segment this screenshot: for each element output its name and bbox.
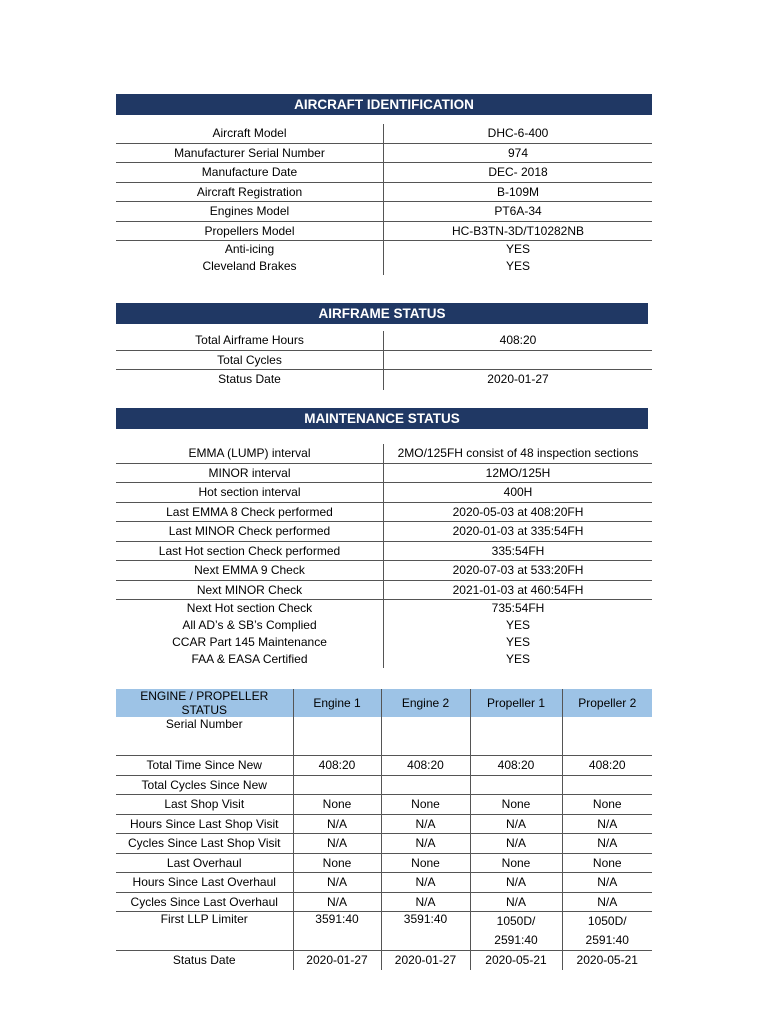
airframe-status-table <box>116 331 652 390</box>
aircraft-identification-title: AIRCRAFT IDENTIFICATION <box>116 94 652 115</box>
table-row <box>116 542 652 562</box>
row-label: Last Hot section Check performed <box>116 542 384 561</box>
row-label: Total Time Since New <box>116 756 293 776</box>
row-label: Aircraft Model <box>116 124 384 143</box>
table-row <box>116 834 652 854</box>
cell: N/A <box>562 834 652 854</box>
cell <box>293 775 381 795</box>
row-label: First LLP Limiter <box>116 912 293 951</box>
aircraft-identification-table <box>116 124 652 275</box>
row-label: Cleveland Brakes <box>116 258 384 275</box>
engine-propeller-status-table <box>116 689 652 970</box>
cell: None <box>470 853 562 873</box>
row-value: YES <box>505 618 530 632</box>
row-value: 2020-01-03 at 335:54FH <box>452 524 584 538</box>
cell: None <box>381 853 470 873</box>
row-value: 2021-01-03 at 460:54FH <box>452 582 584 597</box>
row-label: Total Cycles Since New <box>116 775 293 795</box>
row-label: Hours Since Last Overhaul <box>116 873 293 893</box>
table-row <box>116 617 652 634</box>
row-label: Engines Model <box>116 202 384 221</box>
row-value: 400H <box>503 485 533 499</box>
row-value: B-109M <box>496 184 540 199</box>
cell: 408:20 <box>470 756 562 776</box>
row-value: PT6A-34 <box>494 204 542 218</box>
table-row <box>116 444 652 464</box>
cell: N/A <box>381 892 470 912</box>
row-label: Cycles Since Last Overhaul <box>116 892 293 912</box>
cell <box>562 717 652 756</box>
table-row <box>116 853 652 873</box>
row-value: 335:54FH <box>491 543 545 558</box>
airframe-status-title: AIRFRAME STATUS <box>116 303 648 324</box>
cell: N/A <box>381 814 470 834</box>
row-value: 2020-01-27 <box>487 372 549 386</box>
column-header: Engine 2 <box>381 689 470 717</box>
row-label: Last Shop Visit <box>116 795 293 815</box>
cell: None <box>293 795 381 815</box>
cell <box>293 717 381 756</box>
row-label: Manufacturer Serial Number <box>116 144 384 163</box>
column-header: ENGINE / PROPELLER STATUS <box>116 689 293 717</box>
column-header: Engine 1 <box>293 689 381 717</box>
cell: N/A <box>293 873 381 893</box>
cell: N/A <box>381 834 470 854</box>
row-label: Hours Since Last Shop Visit <box>116 814 293 834</box>
column-header: Propeller 2 <box>562 689 652 717</box>
cell: N/A <box>562 892 652 912</box>
cell: None <box>470 795 562 815</box>
table-row <box>116 717 652 756</box>
table-row <box>116 651 652 668</box>
cell <box>381 775 470 795</box>
row-value: 2020-07-03 at 533:20FH <box>452 563 584 577</box>
row-label: Last MINOR Check performed <box>116 522 384 541</box>
row-label: Propellers Model <box>116 222 384 241</box>
row-label: CCAR Part 145 Maintenance <box>116 634 384 651</box>
cell: 2020-05-21 <box>470 951 562 970</box>
row-value: 2020-05-03 at 408:20FH <box>452 504 584 519</box>
cell: None <box>562 853 652 873</box>
table-row <box>116 222 652 242</box>
cell: 1050D/ 2591:40 <box>470 912 562 951</box>
row-value: 408:20 <box>499 333 537 347</box>
cell: N/A <box>562 873 652 893</box>
cell: 408:20 <box>562 756 652 776</box>
table-row <box>116 124 652 144</box>
table-header-row <box>116 689 652 717</box>
table-row <box>116 756 652 776</box>
table-row <box>116 775 652 795</box>
cell <box>470 717 562 756</box>
row-label: Next MINOR Check <box>116 581 384 600</box>
maintenance-status-table <box>116 444 652 668</box>
row-label: Hot section interval <box>116 483 384 502</box>
row-value: YES <box>505 259 530 273</box>
row-label: Manufacture Date <box>116 163 384 182</box>
table-row <box>116 814 652 834</box>
table-row <box>116 561 652 581</box>
cell: N/A <box>470 814 562 834</box>
cell: N/A <box>293 834 381 854</box>
row-label: Cycles Since Last Shop Visit <box>116 834 293 854</box>
table-row <box>116 258 652 275</box>
cell: N/A <box>562 814 652 834</box>
table-row <box>116 912 652 951</box>
table-row <box>116 522 652 542</box>
table-row <box>116 331 652 351</box>
maintenance-status-title: MAINTENANCE STATUS <box>116 408 648 429</box>
row-value: YES <box>505 242 530 256</box>
cell: 2020-01-27 <box>381 951 470 970</box>
row-label: Total Airframe Hours <box>116 331 384 350</box>
row-label: EMMA (LUMP) interval <box>116 444 384 463</box>
table-row <box>116 581 652 601</box>
row-label: Status Date <box>116 370 384 390</box>
table-row <box>116 503 652 523</box>
row-label: Serial Number <box>116 717 293 756</box>
row-value: HC-B3TN-3D/T10282NB <box>451 223 585 238</box>
row-value: 974 <box>507 145 529 160</box>
cell: 2020-01-27 <box>293 951 381 970</box>
cell: None <box>293 853 381 873</box>
table-row <box>116 370 652 390</box>
row-label: Status Date <box>116 951 293 970</box>
table-row <box>116 183 652 203</box>
cell: N/A <box>293 892 381 912</box>
table-row <box>116 795 652 815</box>
table-row <box>116 951 652 970</box>
row-value: 735:54FH <box>491 601 545 615</box>
row-value: 2MO/125FH consist of 48 inspection sections <box>397 446 639 460</box>
table-row <box>116 600 652 617</box>
table-row <box>116 634 652 651</box>
cell: N/A <box>470 892 562 912</box>
row-label: Anti-icing <box>116 241 384 258</box>
row-label: All AD’s & SB’s Complied <box>116 617 384 634</box>
cell: N/A <box>381 873 470 893</box>
table-row <box>116 202 652 222</box>
row-label: MINOR interval <box>116 464 384 483</box>
row-value: YES <box>505 652 530 666</box>
row-value <box>384 351 652 370</box>
cell: N/A <box>293 814 381 834</box>
column-header: Propeller 1 <box>470 689 562 717</box>
row-label: Last Overhaul <box>116 853 293 873</box>
cell <box>381 717 470 756</box>
table-row <box>116 241 652 258</box>
table-row <box>116 163 652 183</box>
row-value: DEC- 2018 <box>488 165 548 179</box>
table-row <box>116 483 652 503</box>
cell: 2020-05-21 <box>576 953 638 968</box>
cell: 408:20 <box>293 756 381 776</box>
cell: 408:20 <box>381 756 470 776</box>
cell: None <box>562 795 652 815</box>
row-label: Last EMMA 8 Check performed <box>116 503 384 522</box>
row-value: DHC-6-400 <box>487 126 549 140</box>
cell: N/A <box>470 834 562 854</box>
table-row <box>116 892 652 912</box>
row-label: FAA & EASA Certified <box>116 651 384 668</box>
cell: None <box>381 795 470 815</box>
table-row <box>116 144 652 164</box>
cell: 3591:40 <box>293 912 381 951</box>
table-row <box>116 351 652 371</box>
row-label: Next EMMA 9 Check <box>116 561 384 580</box>
row-value: 12MO/125H <box>485 465 551 480</box>
table-row <box>116 464 652 484</box>
cell: 1050D/ 2591:40 <box>562 912 652 951</box>
row-label: Aircraft Registration <box>116 183 384 202</box>
cell <box>562 775 652 795</box>
cell: N/A <box>470 873 562 893</box>
row-label: Next Hot section Check <box>116 600 384 617</box>
table-row <box>116 873 652 893</box>
row-label: Total Cycles <box>116 351 384 370</box>
row-value: YES <box>505 635 530 649</box>
cell <box>470 775 562 795</box>
cell: 3591:40 <box>381 912 470 951</box>
